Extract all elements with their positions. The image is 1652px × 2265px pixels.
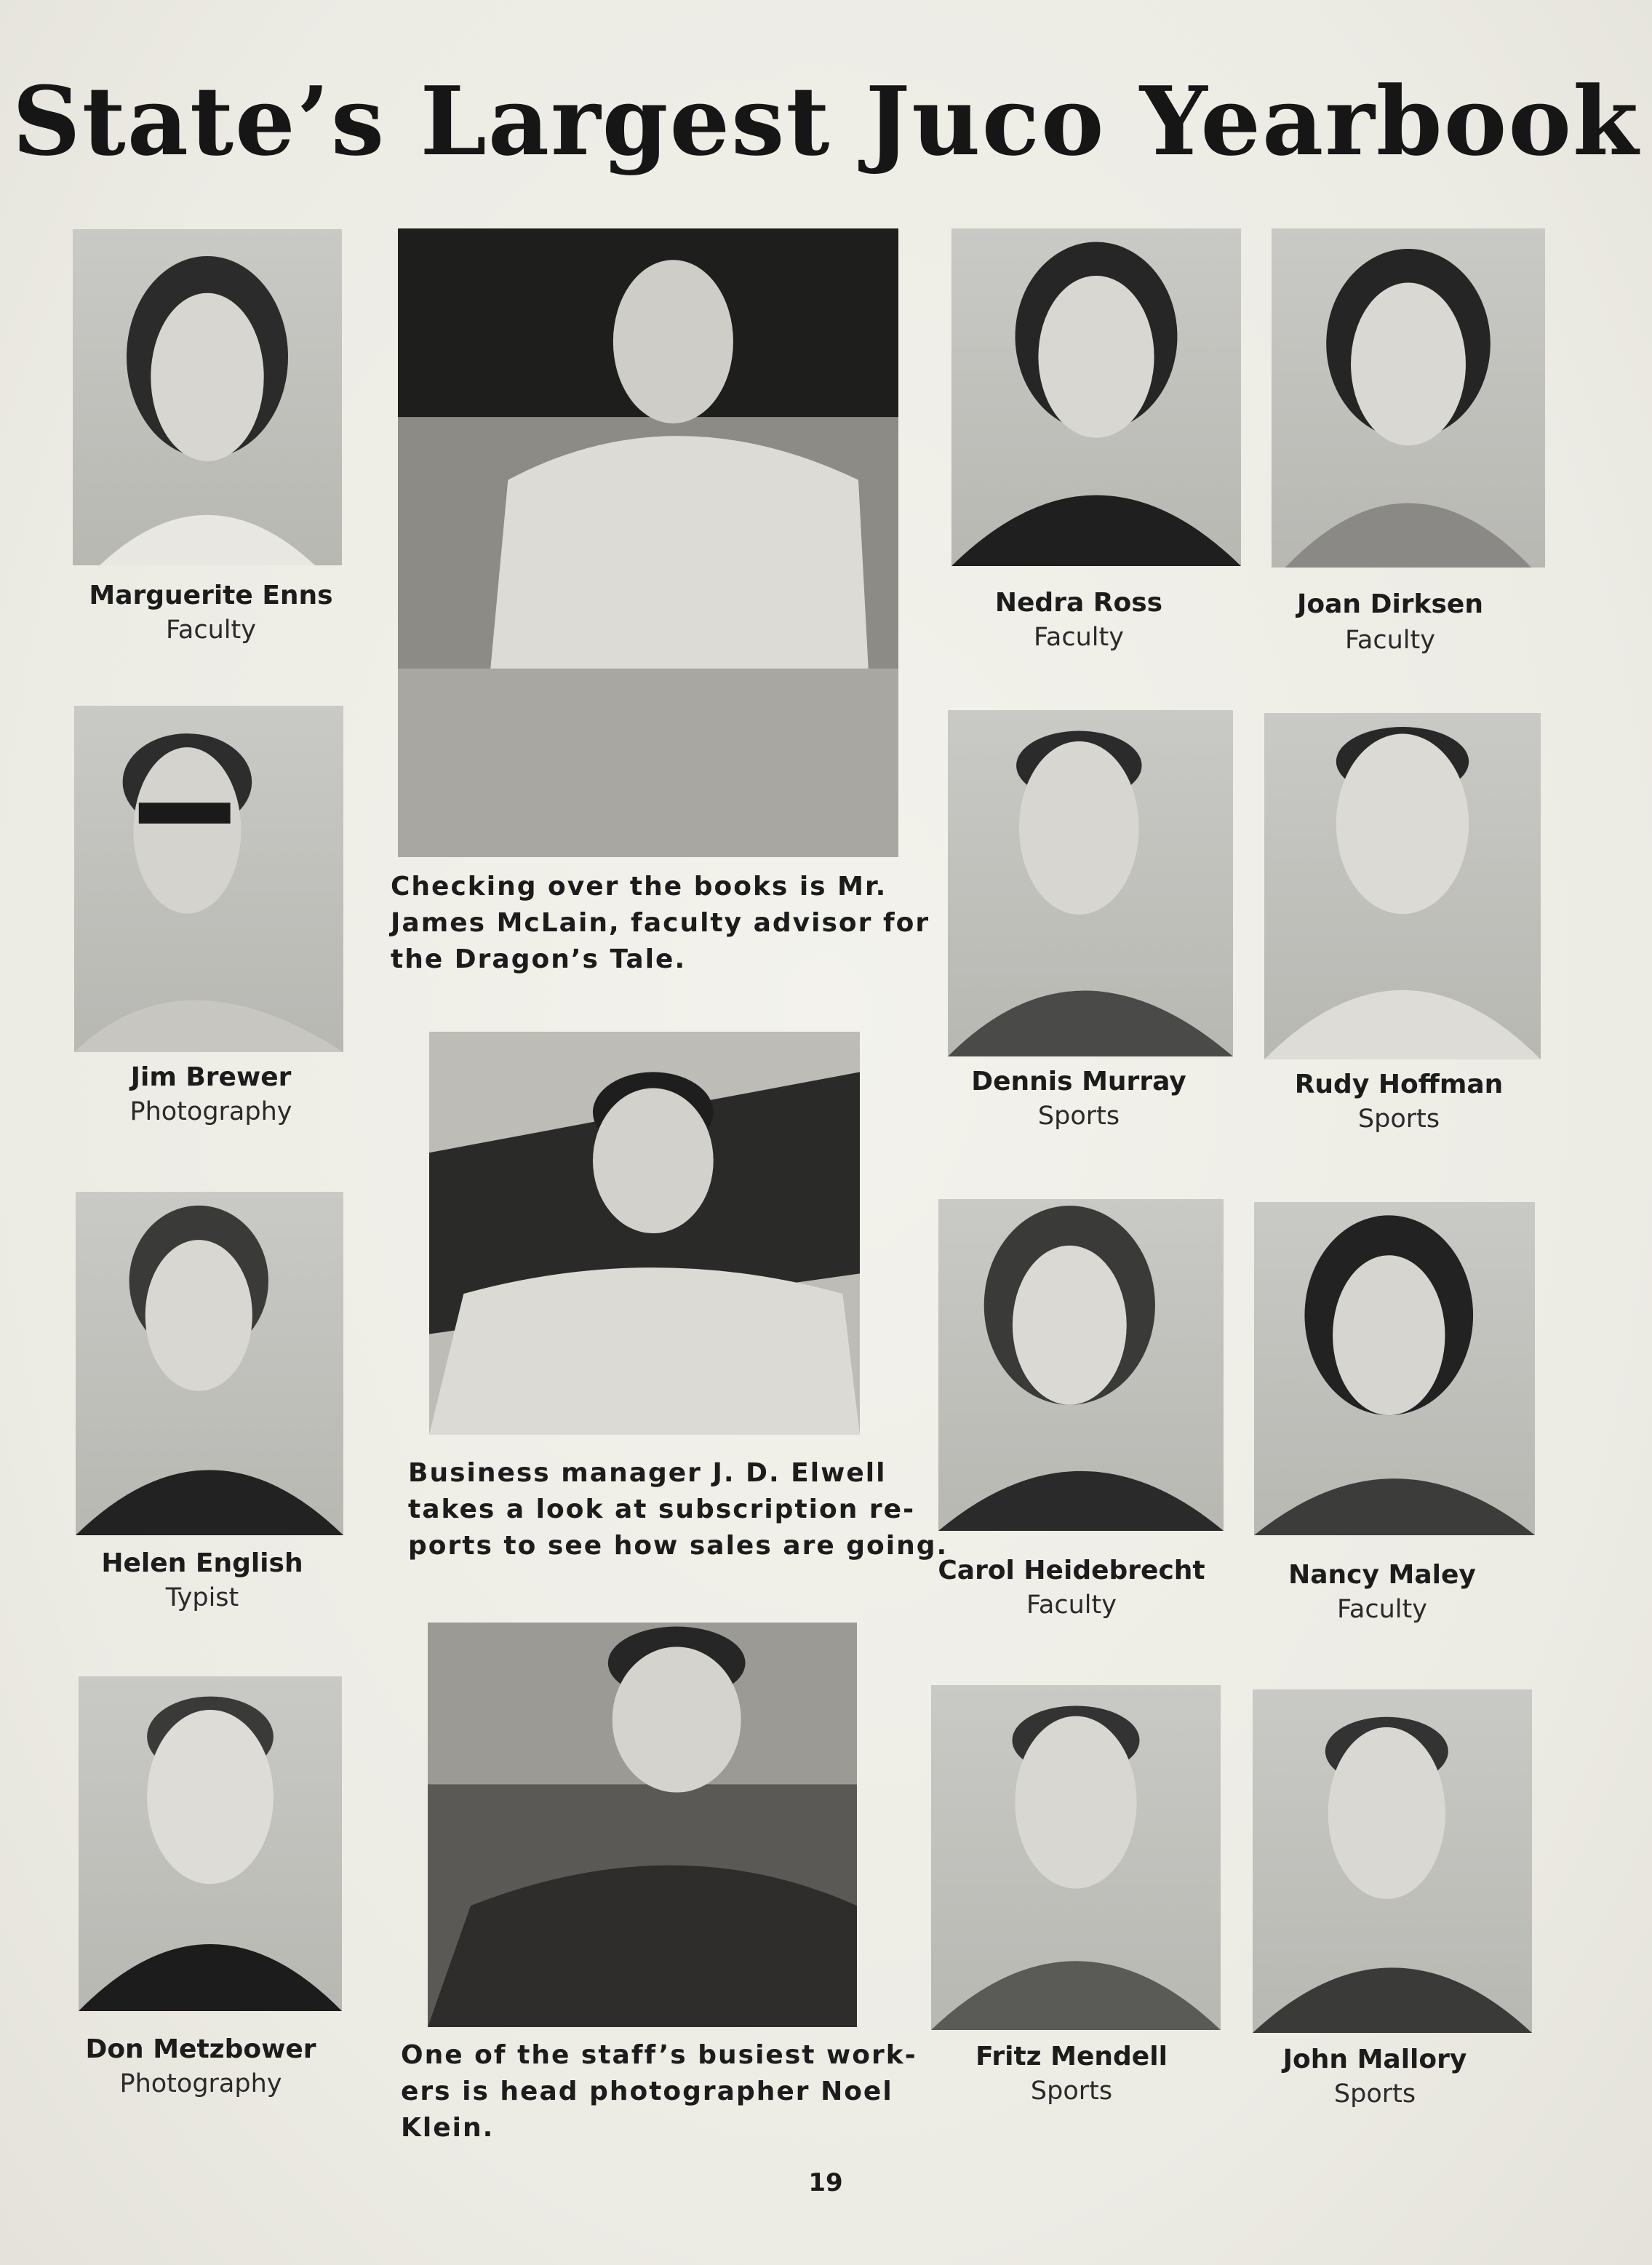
- portrait-photo-don-metzbower: [79, 1676, 342, 2011]
- staff-name: Rudy Hoffman: [1294, 1070, 1504, 1099]
- staff-name: Carol Heidebrecht: [938, 1556, 1205, 1585]
- caption-line: Business manager J. D. Elwell: [408, 1458, 887, 1488]
- staff-name: Joan Dirksen: [1297, 589, 1483, 619]
- staff-name: Jim Brewer: [130, 1062, 292, 1092]
- photo-caption-klein: [401, 2037, 917, 2146]
- staff-role: Sports: [1333, 2079, 1416, 2109]
- staff-name: John Mallory: [1282, 2045, 1467, 2074]
- staff-name: Helen English: [101, 1548, 303, 1578]
- staff-role: Faculty: [1026, 1591, 1117, 1620]
- caption-line: ers is head photographer Noel: [401, 2077, 893, 2106]
- portrait-photo-dennis-murray: [948, 710, 1233, 1056]
- feature-photo-mclain: [398, 228, 898, 857]
- feature-photo-klein: [428, 1623, 857, 2027]
- portrait-photo-carol-heidebrecht: [938, 1199, 1224, 1531]
- portrait-photo-nedra-ross: [951, 228, 1241, 566]
- staff-name: Marguerite Enns: [89, 581, 333, 610]
- staff-role: Faculty: [1034, 623, 1124, 652]
- portrait-photo-helen-english: [76, 1192, 343, 1535]
- staff-role: Faculty: [166, 616, 256, 645]
- staff-name: Nancy Maley: [1288, 1560, 1476, 1590]
- caption-line: takes a look at subscription re-: [408, 1494, 916, 1524]
- staff-role: Faculty: [1337, 1595, 1427, 1624]
- staff-name: Dennis Murray: [971, 1067, 1186, 1096]
- staff-role: Photography: [119, 2069, 282, 2098]
- portrait-photo-rudy-hoffman: [1264, 713, 1541, 1059]
- portrait-photo-joan-dirksen: [1272, 228, 1545, 568]
- caption-line: Klein.: [401, 2113, 495, 2143]
- caption-line: the Dragon’s Tale.: [391, 944, 687, 974]
- staff-name: Fritz Mendell: [975, 2042, 1168, 2071]
- portrait-photo-jim-brewer: [74, 706, 343, 1052]
- staff-name: Don Metzbower: [85, 2034, 316, 2064]
- portrait-photo-nancy-maley: [1254, 1202, 1535, 1535]
- staff-role: Typist: [165, 1583, 239, 1612]
- photo-caption-mclain: [391, 869, 930, 978]
- portrait-photo-fritz-mendell: [931, 1685, 1221, 2030]
- caption-line: ports to see how sales are going.: [408, 1531, 949, 1561]
- staff-role: Sports: [1357, 1104, 1440, 1134]
- portrait-photo-john-mallory: [1253, 1689, 1532, 2033]
- staff-role: Photography: [129, 1097, 292, 1126]
- staff-role: Sports: [1030, 2077, 1113, 2106]
- page-number: 19: [808, 2168, 843, 2197]
- photo-caption-elwell: [408, 1455, 948, 1564]
- staff-role: Sports: [1037, 1102, 1120, 1131]
- caption-line: Checking over the books is Mr.: [391, 872, 887, 901]
- caption-line: James McLain, faculty advisor for: [391, 908, 930, 938]
- page-title: State’s Largest Juco Yearbook: [12, 65, 1640, 177]
- staff-name: Nedra Ross: [994, 588, 1163, 618]
- staff-role: Faculty: [1345, 626, 1435, 655]
- portrait-photo-marguerite-enns: [73, 229, 342, 565]
- caption-line: One of the staff’s busiest work-: [401, 2040, 917, 2070]
- feature-photo-elwell: [429, 1032, 860, 1435]
